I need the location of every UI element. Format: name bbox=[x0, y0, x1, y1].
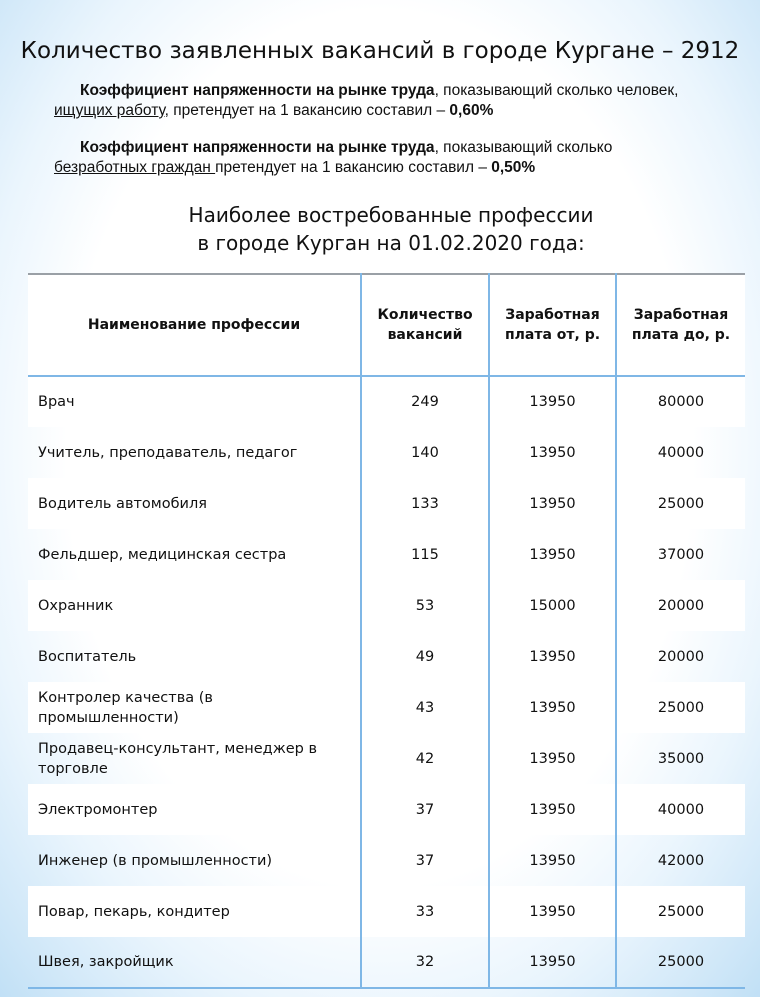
salary-to-cell: 37000 bbox=[657, 546, 705, 563]
table-row bbox=[28, 376, 745, 427]
profession-name-cell: Инженер (в промышленности) bbox=[28, 835, 361, 886]
vacancy-count-cell: 37 bbox=[361, 835, 489, 886]
profession-name-cell: Продавец-консультант, менеджер в торговле bbox=[28, 733, 361, 784]
salary-from-cell: 13950 bbox=[489, 376, 616, 427]
profession-name-cell: Учитель, преподаватель, педагог bbox=[28, 427, 361, 478]
salary-to-cell: 42000 bbox=[657, 852, 705, 869]
salary-to-cell: 20000 bbox=[616, 580, 745, 631]
vacancy-count-cell: 140 bbox=[361, 427, 489, 478]
salary-from-cell: 13950 bbox=[489, 529, 616, 580]
profession-name-cell: Контролер качества (в промышленности) bbox=[28, 682, 361, 733]
header-vacancies: Количество вакансий bbox=[361, 274, 489, 376]
table-body bbox=[28, 376, 745, 988]
table-row bbox=[28, 886, 745, 937]
header-profession: Наименование профессии bbox=[28, 274, 361, 376]
header-salary-from: Заработная плата от, р. bbox=[489, 274, 616, 376]
salary-from-cell: 13950 bbox=[489, 631, 616, 682]
table-row bbox=[28, 631, 745, 682]
table-row bbox=[28, 529, 745, 580]
header-salary-to: Заработная плата до, р. bbox=[616, 274, 745, 376]
vacancy-count-cell: 133 bbox=[361, 478, 489, 529]
vacancy-count-cell: 32 bbox=[361, 937, 489, 988]
salary-from-cell: 13950 bbox=[489, 682, 616, 733]
salary-to-cell: 25000 bbox=[616, 937, 745, 988]
coefficient-value: 0,60% bbox=[449, 102, 494, 119]
coefficient-paragraph-2 bbox=[54, 138, 704, 178]
profession-name-cell: Охранник bbox=[28, 580, 361, 631]
professions-table-wrapper bbox=[28, 273, 745, 989]
table-row bbox=[28, 478, 745, 529]
vacancy-count-cell: 115 bbox=[361, 529, 489, 580]
salary-from-cell: 13950 bbox=[489, 478, 616, 529]
table-heading bbox=[0, 201, 760, 257]
vacancy-count-cell: 249 bbox=[361, 376, 489, 427]
vacancy-count-cell: 49 bbox=[361, 631, 489, 682]
salary-to-cell: 25000 bbox=[616, 682, 745, 733]
table-row bbox=[28, 427, 745, 478]
coefficient-text: претендует на 1 вакансию составил – bbox=[168, 102, 450, 119]
vacancy-count-cell: 42 bbox=[361, 733, 489, 784]
table-heading-line-1: Наиболее востребованные профессии bbox=[188, 203, 594, 227]
coefficient-text: претендует на 1 вакансию составил – bbox=[215, 159, 492, 176]
profession-name-cell: Врач bbox=[28, 376, 361, 427]
table-header-row bbox=[28, 274, 745, 376]
salary-from-cell: 13950 bbox=[489, 784, 616, 835]
profession-name-cell: Повар, пекарь, кондитер bbox=[28, 886, 361, 937]
salary-to-cell: 35000 bbox=[657, 750, 705, 767]
coefficient-text: , показывающий сколько bbox=[434, 139, 613, 156]
profession-name-cell: Электромонтер bbox=[28, 784, 361, 835]
coefficient-underlined: ищущих работу, bbox=[54, 102, 169, 119]
salary-from-cell: 13950 bbox=[489, 733, 616, 784]
profession-name-cell: Фельдшер, медицинская сестра bbox=[28, 529, 361, 580]
professions-table bbox=[28, 273, 745, 989]
vacancy-count-cell: 53 bbox=[361, 580, 489, 631]
salary-to-cell: 80000 bbox=[616, 376, 745, 427]
coefficient-value: 0,50% bbox=[491, 159, 536, 176]
coefficient-underlined: безработных граждан bbox=[54, 159, 216, 176]
vacancy-count-cell: 33 bbox=[361, 886, 489, 937]
salary-to-cell: 40000 bbox=[657, 444, 705, 461]
salary-from-cell: 15000 bbox=[489, 580, 616, 631]
salary-from-cell: 13950 bbox=[489, 835, 616, 886]
profession-name-cell: Швея, закройщик bbox=[28, 937, 361, 988]
coefficient-paragraph-1 bbox=[54, 81, 704, 121]
table-row bbox=[28, 835, 745, 886]
coefficient-label: Коэффициент напряженности на рынке труда bbox=[80, 82, 435, 99]
salary-to-cell: 25000 bbox=[616, 478, 745, 529]
salary-from-cell: 13950 bbox=[489, 886, 616, 937]
salary-from-cell: 13950 bbox=[489, 427, 616, 478]
salary-from-cell: 13950 bbox=[489, 937, 616, 988]
salary-to-cell: 25000 bbox=[616, 886, 745, 937]
vacancy-count-cell: 43 bbox=[361, 682, 489, 733]
salary-to-cell: 40000 bbox=[616, 784, 745, 835]
table-row bbox=[28, 733, 745, 784]
table-row bbox=[28, 682, 745, 733]
table-row bbox=[28, 937, 745, 988]
profession-name-cell: Водитель автомобиля bbox=[28, 478, 361, 529]
salary-to-cell: 20000 bbox=[657, 648, 705, 665]
table-heading-line-2: в городе Курган на 01.02.2020 года: bbox=[197, 231, 585, 255]
coefficient-label: Коэффициент напряженности на рынке труда bbox=[80, 139, 435, 156]
table-row bbox=[28, 580, 745, 631]
coefficient-text: , показывающий сколько человек, bbox=[434, 82, 679, 99]
page-title: Количество заявленных вакансий в городе Кургане – 2912 bbox=[20, 38, 740, 64]
profession-name-cell: Воспитатель bbox=[28, 631, 361, 682]
vacancy-count-cell: 37 bbox=[361, 784, 489, 835]
table-row bbox=[28, 784, 745, 835]
